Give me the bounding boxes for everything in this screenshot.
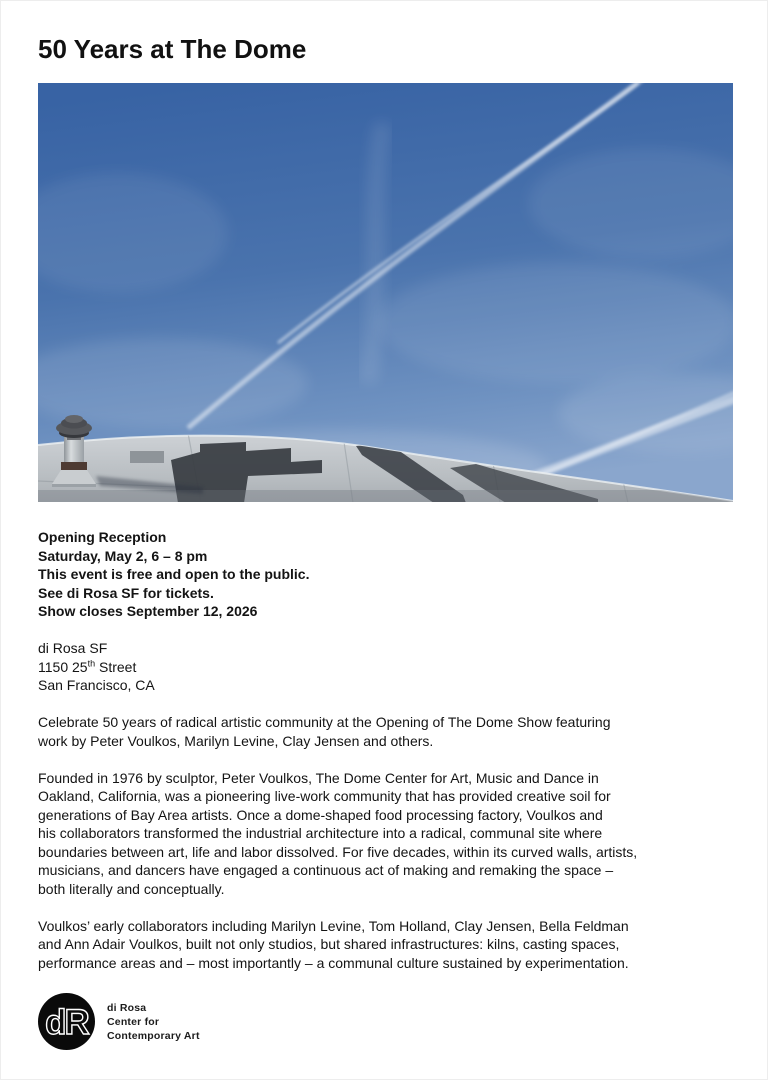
venue-street-ordinal: th	[87, 657, 96, 668]
venue-name: di Rosa SF	[38, 640, 108, 656]
venue-street	[38, 658, 733, 677]
venue-address	[38, 639, 733, 695]
body-paragraph-collaborators: Voulkos’ early collaborators including Marilyn Levine, Tom Holland, Clay Jensen, Bella Feldman and Ann Adair Voulkos, built not only studios, but shared infrastructures: kilns, casting spaces, performance areas and – most importantly – a communal culture sustained by experimentation.	[38, 917, 629, 971]
venue-city: San Francisco, CA	[38, 677, 155, 693]
faint-contrail	[368, 123, 383, 383]
roof-bottom-shade	[38, 490, 733, 502]
venue-street-rest: Street	[95, 658, 137, 675]
body-paragraph-history: Founded in 1976 by sculptor, Peter Voulkos, The Dome Center for Art, Music and Dance in Oakland, California, was a pioneering live-work community that has provided creative soil for generations of Bay Area artists. Once a dome-shaped food processing factory, Voulkos and his collaborators transformed the industrial architecture into a radical, communal site where boundaries between art, life and labor dissolved. For five decades, within its curved walls, artists, musicians, and dancers have engaged a continuous act of making and remaking the space – both literally and conceptually.	[38, 769, 638, 897]
dome-sky-photo-graphic	[38, 83, 733, 502]
event-line-reception: Opening Reception	[38, 529, 167, 545]
event-details	[38, 528, 733, 621]
event-line-datetime: Saturday, May 2, 6 – 8 pm	[38, 547, 208, 564]
logo-monogram: dR	[45, 1003, 88, 1042]
event-line-free: This event is free and open to the public.	[38, 566, 310, 582]
event-line-closing: Show closes September 12, 2026	[38, 603, 258, 619]
body-paragraph-celebrate: Celebrate 50 years of radical artistic community at the Opening of The Dome Show featuring work by Peter Voulkos, Marilyn Levine, Clay Jensen and others.	[38, 714, 611, 749]
event-line-tickets: See di Rosa SF for tickets.	[38, 584, 214, 601]
venue-street-number: 1150 25	[38, 658, 88, 675]
dome-sky-photo	[38, 83, 733, 502]
page-title: 50 Years at The Dome	[38, 34, 307, 64]
logo-org-name: di Rosa Center for Contemporary Art	[107, 1001, 200, 1042]
logo-lockup	[38, 993, 733, 1050]
di-rosa-logo-icon	[38, 993, 95, 1050]
